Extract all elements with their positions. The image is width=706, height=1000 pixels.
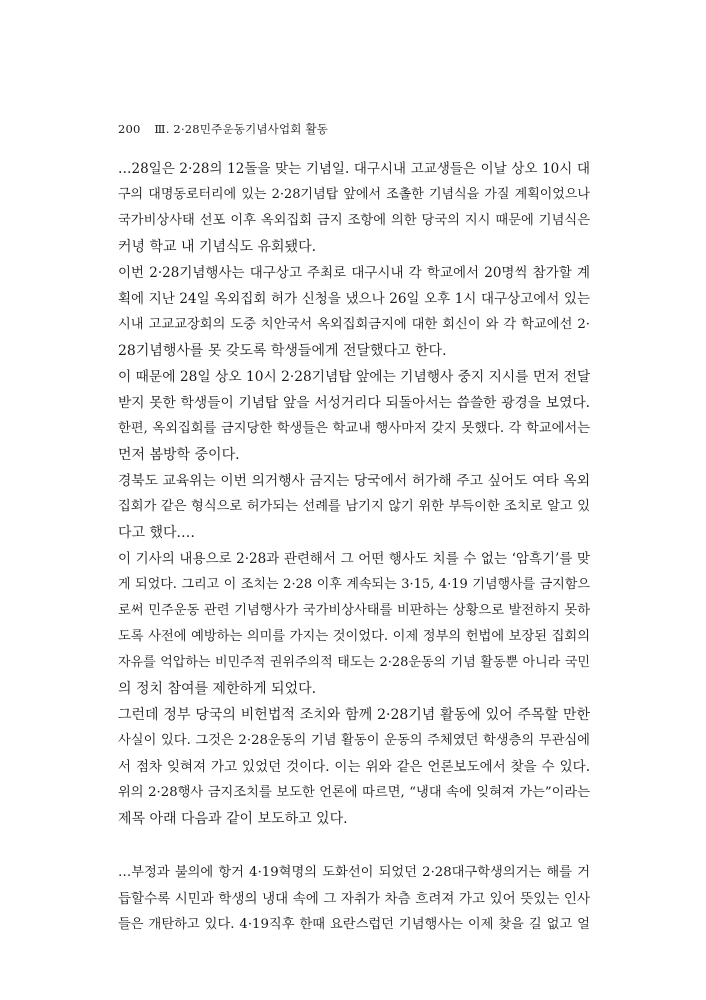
text-line: 그런데 정부 당국의 비헌법적 조치와 함께 2·28기념 활동에 있어 주목할 만한 xyxy=(118,707,590,723)
text-line: 제목 아래 다음과 같이 보도하고 있다. xyxy=(118,811,348,827)
paragraph-gap xyxy=(118,832,590,860)
text-line: 이 기사의 내용으로 2·28과 관련해서 그 어떤 행사도 치를 수 없는 ‘암흑기’를 맞 xyxy=(118,551,590,567)
text-line: …부정과 불의에 항거 4·19혁명의 도화선이 되었던 2·28대구학생의거는 해를 거 xyxy=(118,865,590,880)
text-line: 자유를 억압하는 비민주적 권위주의적 태도는 2·28운동의 기념 활동뿐 아니라 국민 xyxy=(118,655,590,670)
text-line: 획에 지난 24일 옥외집회 허가 신청을 냈으나 26일 오후 1시 대구상고에서 있는 xyxy=(118,291,590,307)
text-line: 도록 사전에 예방하는 의미를 가지는 것이었다. 이제 정부의 헌법에 보장된 집회의 xyxy=(118,629,590,644)
text-line: 서 점차 잊혀져 가고 있었던 것이다. 이는 위와 같은 언론보도에서 찾을 수 있다. xyxy=(118,759,590,775)
section-title: Ⅲ. 2·28민주운동기념사업회 활동 xyxy=(154,122,329,136)
text-line: 의 정치 참여를 제한하게 되었다. xyxy=(118,681,317,697)
text-line: 먼저 봄방학 중이다. xyxy=(118,447,240,463)
text-line: 듭할수록 시민과 학생의 냉대 속에 그 자취가 차츰 흐려져 가고 있어 뜻있는 인사 xyxy=(118,891,590,907)
text-line: 28기념행사를 못 갖도록 학생들에게 전달했다고 한다. xyxy=(118,343,447,359)
text-line: 들은 개탄하고 있다. 4·19직후 한때 요란스럽던 기념행사는 이제 찾을 길 없고 얼 xyxy=(118,917,590,932)
body-text xyxy=(118,156,590,938)
text-line: 경북도 교육위는 이번 의거행사 금지는 당국에서 허가해 주고 싶어도 여타 옥외 xyxy=(118,473,590,489)
text-line: 시내 고교교장회의 도중 치안국서 옥외집회금지에 대한 회신이 와 각 학교에선 2· xyxy=(118,317,590,332)
text-line: 사실이 있다. 그것은 2·28운동의 기념 활동이 운동의 주체였던 학생층의 무관심에 xyxy=(118,733,590,748)
text-line: 위의 2·28행사 금지조치를 보도한 언론에 따르면, “냉대 속에 잊혀져 가는”이라는 xyxy=(118,785,590,800)
page-header xyxy=(118,121,328,137)
text-line: 받지 못한 학생들이 기념탑 앞을 서성거리다 되돌아서는 씁쓸한 광경을 보였다. xyxy=(118,395,590,411)
text-line: 집회가 같은 형식으로 허가되는 선례를 남기지 않기 위한 부득이한 조치로 알고 있 xyxy=(118,499,590,514)
text-line: 한편, 옥외집회를 금지당한 학생들은 학교내 행사마저 갖지 못했다. 각 학교에서는 xyxy=(118,421,590,436)
text-line: 이번 2·28기념행사는 대구상고 주최로 대구시내 각 학교에서 20명씩 참가할 계 xyxy=(118,265,590,281)
page-number: 200 xyxy=(118,122,141,136)
text-line: 다고 했다.… xyxy=(118,525,195,541)
text-line: 커녕 학교 내 기념식도 유회됐다. xyxy=(118,239,317,255)
text-line: 로써 민주운동 관련 기념행사가 국가비상사태를 비판하는 상황으로 발전하지 못하 xyxy=(118,603,590,618)
text-line: 이 때문에 28일 상오 10시 2·28기념탑 앞에는 기념행사 중지 지시를 먼저 전달 xyxy=(118,369,590,385)
text-line: …28일은 2·28의 12돌을 맞는 기념일. 대구시내 고교생들은 이날 상오 10시 대 xyxy=(118,161,590,177)
text-line: 국가비상사태 선포 이후 옥외집회 금지 조항에 의한 당국의 지시 때문에 기념식은 xyxy=(118,213,590,228)
text-line: 게 되었다. 그리고 이 조치는 2·28 이후 계속되는 3·15, 4·19 기념행사를 금지함으 xyxy=(118,577,590,592)
text-line: 구의 대명동로터리에 있는 2·28기념탑 앞에서 조촐한 기념식을 가질 계획이었으나 xyxy=(118,187,590,202)
